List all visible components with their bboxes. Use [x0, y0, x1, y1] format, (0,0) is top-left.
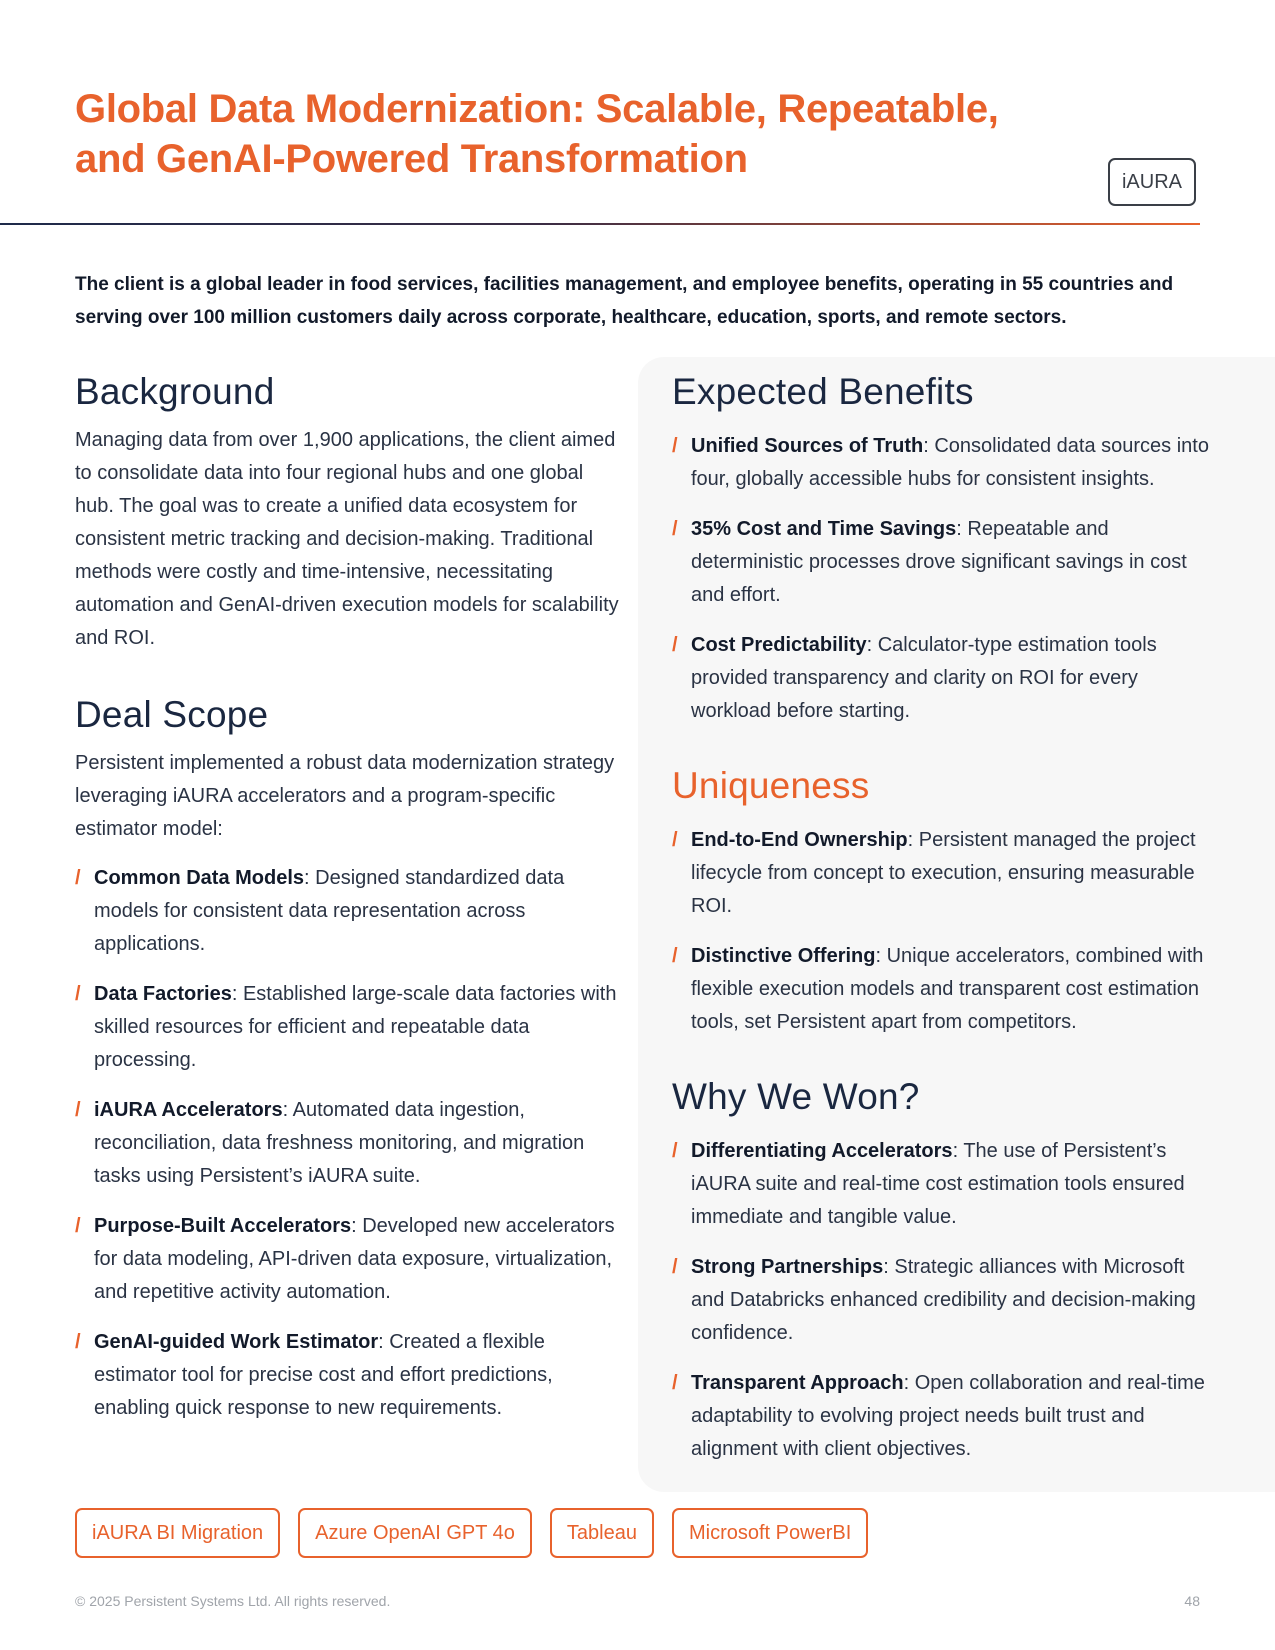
slash-bullet-icon: / — [672, 435, 678, 457]
item-text: : Consolidated data sources into four, globally accessible hubs for consistent insights. — [691, 435, 1209, 490]
right-column — [672, 370, 1212, 1483]
slash-bullet-icon: / — [75, 1099, 81, 1121]
item-text: : Calculator-type estimation tools provided transparency and clarity on ROI for every workload before starting. — [691, 634, 1157, 722]
item-label: Unified Sources of Truth — [691, 435, 924, 457]
uniqueness-list — [672, 824, 1212, 1039]
slash-bullet-icon: / — [75, 867, 81, 889]
copyright-text: © 2025 Persistent Systems Ltd. All rights reserved. — [75, 1593, 391, 1609]
background-heading: Background — [75, 371, 275, 412]
expected-benefits-section — [672, 370, 1212, 728]
page-title — [75, 84, 1055, 184]
page-number: 48 — [1184, 1593, 1200, 1609]
deal-scope-list — [75, 862, 620, 1425]
slash-bullet-icon: / — [75, 983, 81, 1005]
list-item — [672, 1251, 1212, 1350]
item-text: : Repeatable and deterministic processes drove significant savings in cost and effort. — [691, 518, 1187, 606]
deal-scope-heading: Deal Scope — [75, 694, 269, 735]
title-line-1: Global Data Modernization: Scalable, Repeatable, — [75, 87, 999, 131]
slash-bullet-icon: / — [672, 1140, 678, 1162]
technology-tags — [75, 1508, 868, 1558]
slash-bullet-icon: / — [672, 1256, 678, 1278]
tag-microsoft-powerbi: Microsoft PowerBI — [672, 1508, 868, 1558]
header-divider — [0, 223, 1200, 225]
why-we-won-section — [672, 1075, 1212, 1466]
item-label: 35% Cost and Time Savings — [691, 518, 957, 540]
tag-iaura-bi-migration: iAURA BI Migration — [75, 1508, 280, 1558]
intro-paragraph: The client is a global leader in food services, facilities management, and employee benefits, operating in 55 countries and serving over 100 million customers daily across corporate, healthcare, education, sports, and remote sectors. — [75, 274, 1174, 328]
item-label: GenAI-guided Work Estimator — [94, 1331, 379, 1353]
item-label: Distinctive Offering — [691, 945, 876, 967]
item-text: : Created a flexible estimator tool for precise cost and effort predictions, enabling quick response to new requirements. — [94, 1331, 553, 1419]
list-item — [75, 1210, 620, 1309]
slash-bullet-icon: / — [672, 945, 678, 967]
item-text: : Developed new accelerators for data modeling, API-driven data exposure, virtualization, and repetitive activity automation. — [94, 1215, 615, 1303]
item-text: : Established large-scale data factories with skilled resources for efficient and repeatable data processing. — [94, 983, 617, 1071]
item-label: Cost Predictability — [691, 634, 867, 656]
item-text: : Strategic alliances with Microsoft and Databricks enhanced credibility and decision-making confidence. — [691, 1256, 1196, 1344]
list-item — [672, 1135, 1212, 1234]
item-label: Strong Partnerships — [691, 1256, 884, 1278]
title-line-2: and GenAI-Powered Transformation — [75, 137, 748, 181]
item-label: Data Factories — [94, 983, 232, 1005]
item-label: Transparent Approach — [691, 1372, 904, 1394]
slash-bullet-icon: / — [75, 1215, 81, 1237]
expected-benefits-heading: Expected Benefits — [672, 371, 974, 412]
list-item — [75, 1094, 620, 1193]
deal-scope-section — [75, 693, 620, 1425]
uniqueness-section — [672, 764, 1212, 1039]
left-column — [75, 370, 620, 1442]
slash-bullet-icon: / — [672, 634, 678, 656]
list-item — [672, 1367, 1212, 1466]
item-text: : The use of Persistent’s iAURA suite and real-time cost estimation tools ensured immediate and tangible value. — [691, 1140, 1185, 1228]
uniqueness-heading: Uniqueness — [672, 765, 870, 806]
list-item — [672, 513, 1212, 612]
slash-bullet-icon: / — [672, 1372, 678, 1394]
list-item — [75, 978, 620, 1077]
background-text: Managing data from over 1,900 applications, the client aimed to consolidate data into four regional hubs and one global hub. The goal was to create a unified data ecosystem for consistent metric tracking and decision-making. Traditional methods were costly and time-intensive, necessitating automation and GenAI-driven execution models for scalability and ROI. — [75, 429, 619, 649]
list-item — [672, 940, 1212, 1039]
expected-benefits-list — [672, 430, 1212, 728]
item-label: Differentiating Accelerators — [691, 1140, 953, 1162]
list-item — [672, 629, 1212, 728]
slash-bullet-icon: / — [672, 518, 678, 540]
why-we-won-list — [672, 1135, 1212, 1466]
list-item — [75, 862, 620, 961]
list-item — [672, 824, 1212, 923]
item-text: : Automated data ingestion, reconciliation, data freshness monitoring, and migration tasks using Persistent’s iAURA suite. — [94, 1099, 585, 1187]
item-text: : Open collaboration and real-time adaptability to evolving project needs built trust and alignment with client objectives. — [691, 1372, 1205, 1460]
slash-bullet-icon: / — [672, 829, 678, 851]
product-badge: iAURA — [1108, 158, 1196, 206]
item-text: : Persistent managed the project lifecycle from concept to execution, ensuring measurable ROI. — [691, 829, 1196, 917]
list-item — [672, 430, 1212, 496]
item-label: iAURA Accelerators — [94, 1099, 283, 1121]
item-label: End-to-End Ownership — [691, 829, 908, 851]
slash-bullet-icon: / — [75, 1331, 81, 1353]
tag-tableau: Tableau — [550, 1508, 654, 1558]
why-we-won-heading: Why We Won? — [672, 1076, 920, 1117]
item-label: Common Data Models — [94, 867, 305, 889]
tag-azure-openai: Azure OpenAI GPT 4o — [298, 1508, 532, 1558]
item-text: : Unique accelerators, combined with flexible execution models and transparent cost estimation tools, set Persistent apart from competitors. — [691, 945, 1204, 1033]
item-text: : Designed standardized data models for consistent data representation across applications. — [94, 867, 565, 955]
item-label: Purpose-Built Accelerators — [94, 1215, 352, 1237]
background-section — [75, 370, 620, 655]
list-item — [75, 1326, 620, 1425]
deal-scope-text: Persistent implemented a robust data modernization strategy leveraging iAURA accelerators and a program-specific estimator model: — [75, 752, 615, 840]
